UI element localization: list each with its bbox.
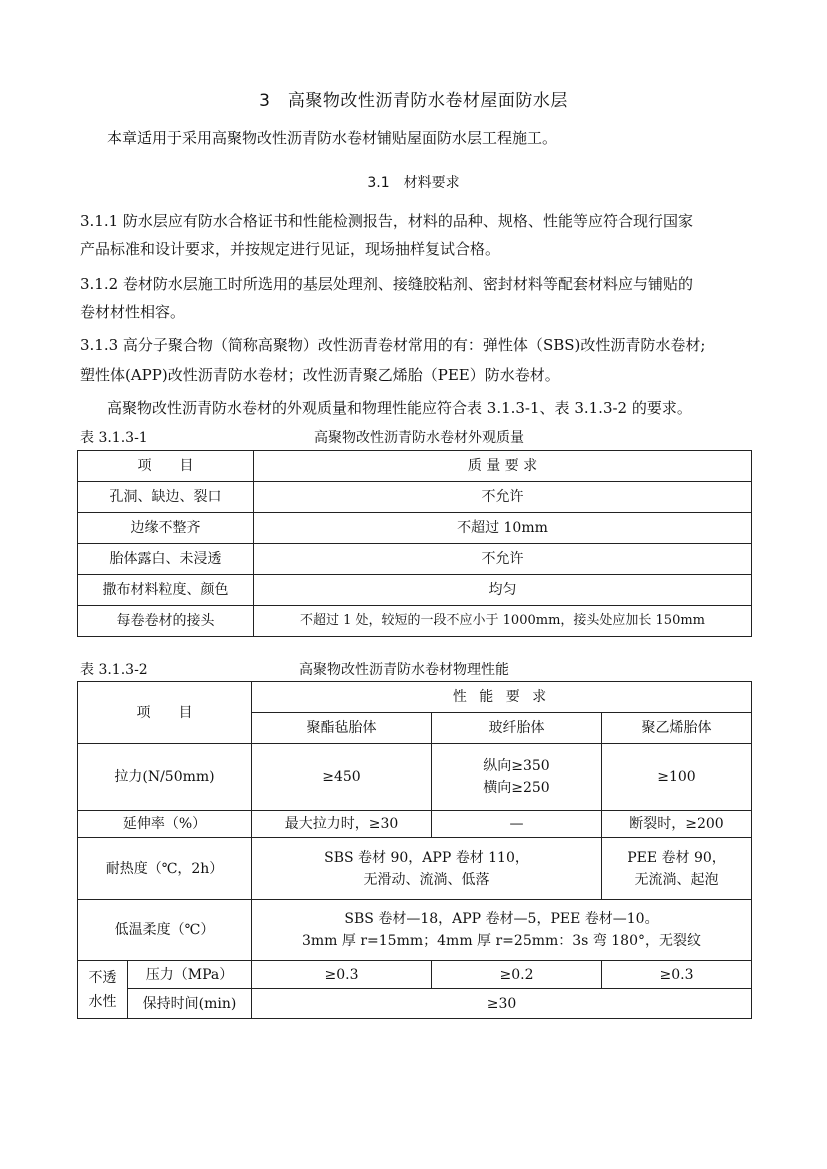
table-cell: 不超过 1 处，较短的一段不应小于 1000mm，接头处应加长 150mm [254, 606, 752, 637]
pressure-glass: ≥0.2 [432, 961, 602, 989]
cold-value [252, 900, 752, 961]
cold-value-line1: SBS 卷材—18，APP 卷材—5，PEE 卷材—10。 [344, 911, 659, 927]
impermeability-label [78, 961, 128, 1019]
table1-title: 高聚物改性沥青防水卷材外观质量 [314, 430, 524, 446]
tensile-glass-longitudinal: 纵向≥350 [483, 758, 550, 774]
table1-number: 表 3.1.3-1 [80, 430, 148, 446]
paragraph-requirement: 高聚物改性沥青防水卷材的外观质量和物理性能应符合表 3.1.3-1、表 3.1.3-2 的要求。 [107, 399, 692, 417]
hold-time-row [78, 989, 752, 1019]
table-row [78, 606, 752, 637]
table-cell: 撒布材料粒度、颜色 [78, 575, 254, 606]
item-header: 项 目 [78, 682, 252, 744]
elongation-glass: — [432, 811, 602, 838]
table-header-row [78, 682, 752, 713]
paragraph-3-1-1-line2: 产品标准和设计要求，并按规定进行见证，现场抽样复试合格。 [80, 240, 501, 258]
elongation-pe: 断裂时，≥200 [602, 811, 752, 838]
heat-label: 耐热度（℃，2h） [78, 838, 252, 900]
pressure-row [78, 961, 752, 989]
table-row [78, 575, 752, 606]
polyester-header: 聚酯毡胎体 [252, 713, 432, 744]
table-cell: 均匀 [254, 575, 752, 606]
table-cell: 边缘不整齐 [78, 513, 254, 544]
physical-properties-table [77, 681, 752, 1019]
tensile-label: 拉力(N/50mm) [78, 744, 252, 811]
low-temp-flexibility-row [78, 900, 752, 961]
heat-sbs-app-line1: SBS 卷材 90，APP 卷材 110， [324, 849, 529, 866]
tensile-glass-transverse: 横向≥250 [483, 780, 550, 796]
table-header-cell: 项 目 [78, 451, 254, 482]
heat-pee-line2: 无流淌、起泡 [634, 871, 719, 888]
cold-label: 低温柔度（℃） [78, 900, 252, 961]
paragraph-3-1-3-line2: 塑性体(APP)改性沥青防水卷材；改性沥青聚乙烯胎（PEE）防水卷材。 [80, 366, 560, 384]
paragraph-3-1-2-line2: 卷材材性相容。 [80, 303, 186, 321]
table-header-row [78, 451, 752, 482]
table-cell: 不允许 [254, 482, 752, 513]
heat-pee-line1: PEE 卷材 90， [627, 849, 726, 866]
section-title: 3.1 材料要求 [367, 175, 460, 191]
heat-sbs-app-line2: 无滑动、流淌、低落 [363, 871, 490, 888]
pressure-polyester: ≥0.3 [252, 961, 432, 989]
table-header-cell: 质 量 要 求 [254, 451, 752, 482]
table-row [78, 544, 752, 575]
tensile-pe: ≥100 [602, 744, 752, 811]
impermeability-label-line1: 不透 [88, 969, 117, 986]
table-row [78, 482, 752, 513]
table2-title: 高聚物改性沥青防水卷材物理性能 [299, 662, 509, 678]
paragraph-3-1-2-line1: 3.1.2 卷材防水层施工时所选用的基层处理剂、接缝胶粘剂、密封材料等配套材料应与铺贴的 [80, 275, 693, 293]
table-cell: 不允许 [254, 544, 752, 575]
heat-sbs-app [252, 838, 602, 900]
polyethylene-header: 聚乙烯胎体 [602, 713, 752, 744]
hold-time-value: ≥30 [252, 989, 752, 1019]
intro-paragraph: 本章适用于采用高聚物改性沥青防水卷材铺贴屋面防水层工程施工。 [107, 129, 558, 147]
impermeability-label-line2: 水性 [88, 993, 117, 1010]
pressure-label: 压力（MPa） [128, 961, 252, 989]
paragraph-3-1-3-line1: 3.1.3 高分子聚合物（简称高聚物）改性沥青卷材常用的有：弹性体（SBS)改性沥青防水卷材; [80, 336, 706, 354]
table-row [78, 513, 752, 544]
cold-value-line2: 3mm 厚 r=15mm；4mm 厚 r=25mm：3s 弯 180°，无裂纹 [301, 933, 701, 949]
table-cell: 每卷卷材的接头 [78, 606, 254, 637]
pressure-pe: ≥0.3 [602, 961, 752, 989]
tensile-glass [432, 744, 602, 811]
paragraph-3-1-1-line1: 3.1.1 防水层应有防水合格证书和性能检测报告，材料的品种、规格、性能等应符合现行国家 [80, 212, 693, 230]
table-cell: 胎体露白、未浸透 [78, 544, 254, 575]
elongation-label: 延伸率（%） [78, 811, 252, 838]
elongation-row [78, 811, 752, 838]
glass-fiber-header: 玻纤胎体 [432, 713, 602, 744]
heat-resistance-row [78, 838, 752, 900]
tensile-row [78, 744, 752, 811]
hold-time-label: 保持时间(min) [128, 989, 252, 1019]
performance-header: 性 能 要 求 [252, 682, 752, 713]
tensile-polyester: ≥450 [252, 744, 432, 811]
table-cell: 不超过 10mm [254, 513, 752, 544]
heat-pee [602, 838, 752, 900]
table2-number: 表 3.1.3-2 [80, 662, 148, 678]
appearance-quality-table [77, 450, 752, 637]
table-cell: 孔洞、缺边、裂口 [78, 482, 254, 513]
chapter-title: 3 高聚物改性沥青防水卷材屋面防水层 [259, 91, 568, 111]
elongation-polyester: 最大拉力时，≥30 [252, 811, 432, 838]
